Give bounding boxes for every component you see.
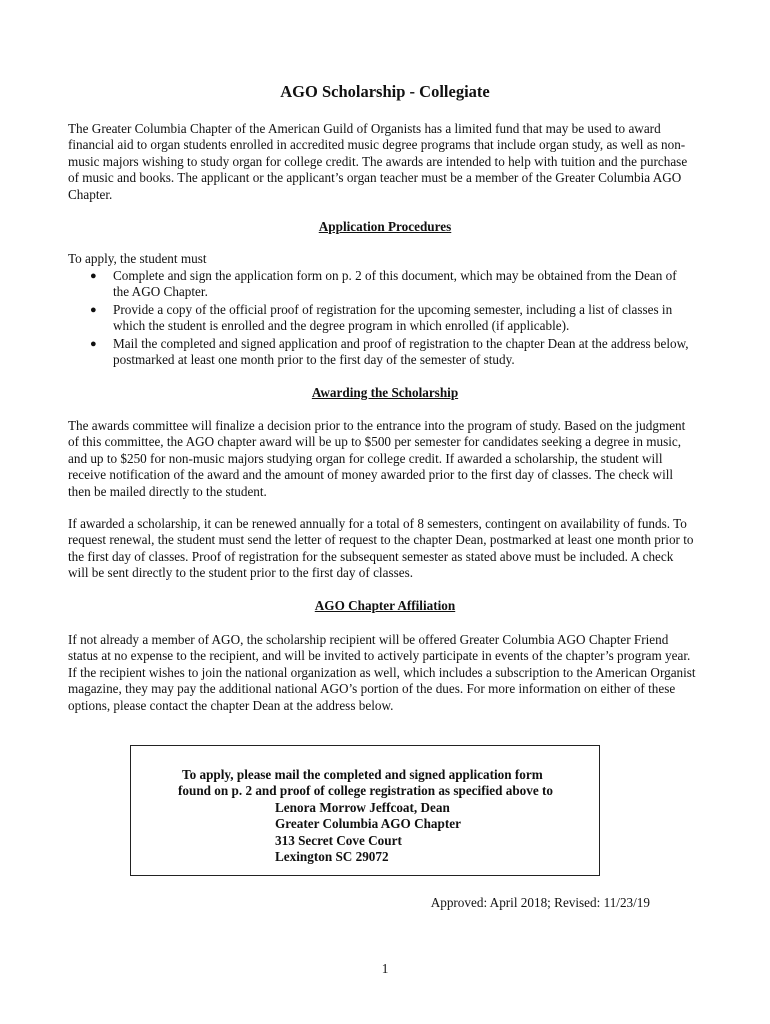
list-item-text: Complete and sign the application form on p. 2 of this document, which may be obtained from the Dean of the AGO Chapter. xyxy=(113,268,677,300)
mail-instruction-line-1: To apply, please mail the completed and signed application form xyxy=(182,767,543,782)
dean-name: Lenora Morrow Jeffcoat, Dean xyxy=(275,800,450,815)
affiliation-paragraph: If not already a member of AGO, the scholarship recipient will be offered Greater Columbia AGO Chapter Friend status at no expense to the recipient, and will be invited to actively participate in events of the chapter’s program year. If the recipient wishes to join the national organization as well, which includes a subscription to the American Organist magazine, they may pay the additional national AGO’s portion of the dues. For more information on either of these options, please contact the chapter Dean at the address below. xyxy=(68,632,696,713)
mail-instruction-line-2: found on p. 2 and proof of college registration as specified above to xyxy=(178,783,553,798)
list-item-text: Mail the completed and signed application and proof of registration to the chapter Dean at the address below, postmarked at least one month prior to the first day of the semester of study. xyxy=(113,335,689,368)
city-state-zip: Lexington SC 29072 xyxy=(275,849,389,864)
application-lead: To apply, the student must xyxy=(68,251,207,266)
application-steps-list xyxy=(68,268,696,369)
chapter-name: Greater Columbia AGO Chapter xyxy=(275,816,461,831)
application-procedures-heading: Application Procedures xyxy=(318,219,452,234)
street-address: 313 Secret Cove Court xyxy=(275,833,402,848)
awarding-scholarship-heading: Awarding the Scholarship xyxy=(311,385,459,400)
page-number: 1 xyxy=(381,961,389,976)
list-item xyxy=(68,336,696,369)
list-item xyxy=(68,268,696,301)
bullet-icon: ● xyxy=(90,270,97,282)
document-title: AGO Scholarship - Collegiate xyxy=(280,82,490,101)
mailing-address-box xyxy=(130,745,600,876)
list-item xyxy=(68,302,696,335)
approval-date: Approved: April 2018; Revised: 11/23/19 xyxy=(430,895,650,910)
bullet-icon: ● xyxy=(90,303,97,316)
intro-paragraph: The Greater Columbia Chapter of the American Guild of Organists has a limited fund that may be used to award financial aid to organ students enrolled in accredited music degree programs that include organ study, as well as non-music majors wishing to study organ for college credit. The awards are intended to help with tuition and the purchase of music and books. The applicant or the applicant’s organ teacher must be a member of the Greater Columbia AGO Chapter. xyxy=(68,121,688,202)
awarding-paragraph-2: If awarded a scholarship, it can be renewed annually for a total of 8 semesters, contingent on availability of funds. To request renewal, the student must send the letter of request to the chapter Dean, postmarked at least one month prior to the first day of classes. Proof of registration for the subsequent semester as stated above must be included. A check will be sent directly to the student prior to the first day of classes. xyxy=(68,516,694,581)
awarding-paragraph-1: The awards committee will finalize a decision prior to the entrance into the program of study. Based on the judgment of this committee, the AGO chapter award will be up to $500 per semester for candidates seeking a degree in music, and up to $250 for non-music majors studying organ for college credit. If awarded a scholarship, the student will receive notification of the award and the amount of money awarded prior to the first day of classes. The check will then be mailed directly to the student. xyxy=(68,418,686,499)
chapter-affiliation-heading: AGO Chapter Affiliation xyxy=(314,598,456,613)
bullet-icon: ● xyxy=(90,337,97,350)
list-item-text: Provide a copy of the official proof of registration for the upcoming semester, including a list of classes in which the student is enrolled and the degree program in which enrolled (if applicable). xyxy=(113,301,673,334)
